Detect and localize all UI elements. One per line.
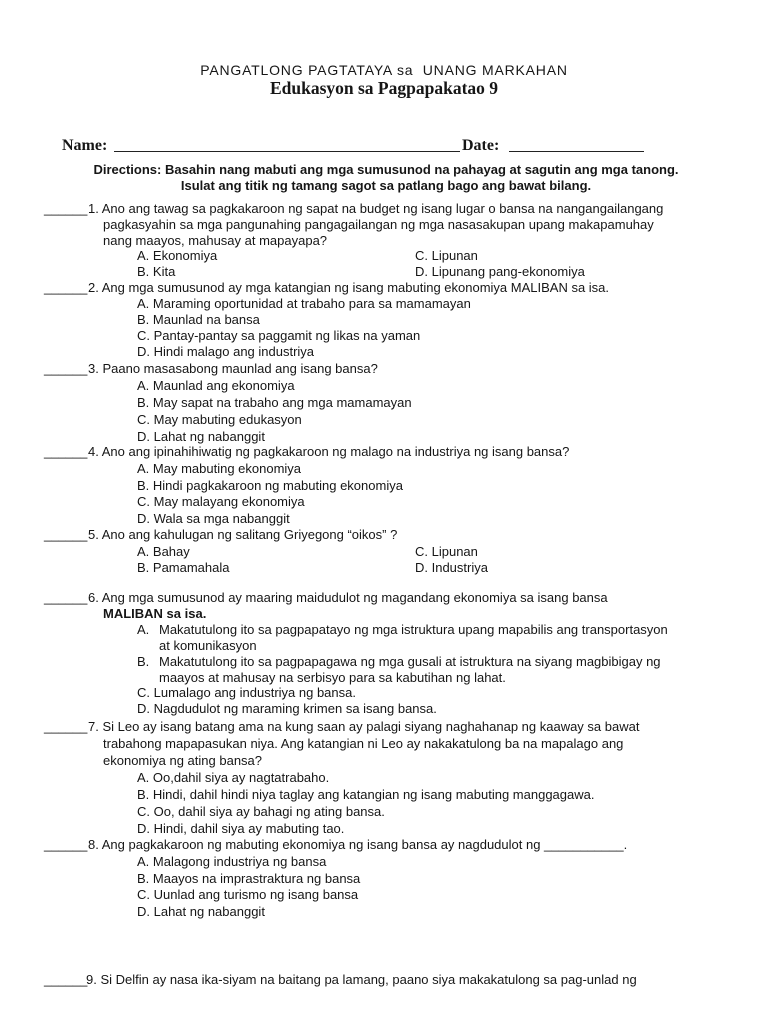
option-a: A. May mabuting ekonomiya xyxy=(137,460,302,476)
question-stem-line xyxy=(44,718,639,735)
option-a xyxy=(44,622,668,638)
option-b: B. May sapat na trabaho ang mga mamamayan xyxy=(137,395,412,410)
option-c: C. Lipunan xyxy=(415,248,478,264)
directions-line-2: Isulat ang titik ng tamang sagot sa patlang bago ang bawat bilang. xyxy=(180,178,592,193)
option-d: D. Lipunang pang-ekonomiya xyxy=(415,264,585,280)
question-3 xyxy=(44,360,412,445)
option-c: C. May mabuting edukasyon xyxy=(137,412,302,427)
question-text: 5. Ano ang kahulugan ng salitang Griyegong “oikos” ? xyxy=(88,527,398,542)
question-stem-line xyxy=(44,444,569,461)
question-text: 6. Ang mga sumusunod ay maaring maidudulot ng magandang ekonomiya sa isang bansa xyxy=(88,590,608,605)
question-1 xyxy=(44,201,663,280)
question-7 xyxy=(44,718,639,837)
answer-blank[interactable]: ______ xyxy=(44,719,88,734)
name-field[interactable] xyxy=(114,137,460,152)
question-6 xyxy=(44,590,668,717)
answer-blank[interactable]: ______ xyxy=(44,527,88,542)
question-4 xyxy=(44,444,569,528)
option-c: C. Pantay-pantay sa paggamit ng likas na yaman xyxy=(137,328,421,343)
question-5 xyxy=(44,527,488,577)
option-row xyxy=(44,543,478,561)
question-text: 3. Paano masasabong maunlad ang isang bansa? xyxy=(88,361,378,376)
question-stem-line xyxy=(44,590,668,606)
option-text-continued: at komunikasyon xyxy=(159,637,257,653)
question-stem-line xyxy=(44,527,397,544)
option-letter: A. xyxy=(137,621,150,637)
date-label: Date: xyxy=(462,137,500,154)
question-text: 9. Si Delfin ay nasa ika-siyam na baitang pa lamang, paano siya makakatulong sa pag-unlad ng xyxy=(86,972,637,987)
option-b: B. Maunlad na bansa xyxy=(137,312,260,327)
option-a: A. Maraming oportunidad at trabaho para sa mamamayan xyxy=(137,296,471,311)
option-letter: B. xyxy=(137,653,150,669)
option-text: Makatutulong ito sa pagpapatayo ng mga istruktura upang mapabilis ang transportasyon xyxy=(159,621,668,637)
quiz-title: PANGATLONG PAGTATAYA sa UNANG MARKAHAN xyxy=(200,62,568,78)
option-b: B. Kita xyxy=(137,264,176,280)
answer-blank[interactable]: ______ xyxy=(44,972,88,987)
question-stem-line xyxy=(44,972,637,988)
option-row xyxy=(44,560,488,577)
option-c: C. May malayang ekonomiya xyxy=(137,494,305,510)
option-b: B. Hindi pagkakaroon ng mabuting ekonomiya xyxy=(137,477,403,493)
question-text: 2. Ang mga sumusunod ay mga katangian ng isang mabuting ekonomiya MALIBAN sa isa. xyxy=(88,280,610,295)
option-a: A. Maunlad ang ekonomiya xyxy=(137,378,295,393)
option-c: C. Oo, dahil siya ay bahagi ng ating bansa. xyxy=(137,804,385,819)
answer-blank[interactable]: ______ xyxy=(44,837,88,852)
option-a: A. Oo,dahil siya ay nagtatrabaho. xyxy=(137,770,330,785)
option-b: B. Maayos na imprastraktura ng bansa xyxy=(137,870,361,886)
option-d: D. Lahat ng nabanggit xyxy=(137,904,265,919)
question-8 xyxy=(44,837,627,921)
option-b: B. Hindi, dahil hindi niya taglay ang katangian ng isang mabuting manggagawa. xyxy=(137,787,595,802)
question-text: 4. Ano ang ipinahihiwatig ng pagkakaroon ng malago na industriya ng isang bansa? xyxy=(88,444,570,459)
answer-blank[interactable]: ______ xyxy=(44,280,88,295)
question-9 xyxy=(44,972,637,988)
answer-blank[interactable]: ______ xyxy=(44,444,88,459)
option-text-continued: maayos at mahusay na serbisyo para sa kabutihan ng lahat. xyxy=(159,669,506,685)
answer-blank[interactable]: ______ xyxy=(44,590,88,605)
question-text: 1. Ano ang tawag sa pagkakaroon ng sapat na budget ng isang lugar o bansa na nangangailangang xyxy=(88,201,664,216)
option-d: D. Nagdudulot ng maraming krimen sa isang bansa. xyxy=(137,701,437,717)
option-a: A. Malagong industriya ng bansa xyxy=(137,853,327,869)
directions-line-1: Directions: Basahin nang mabuti ang mga sumusunod na pahayag at sagutin ang mga tanong. xyxy=(93,162,679,177)
question-2 xyxy=(44,280,609,360)
question-stem-line: MALIBAN sa isa. xyxy=(103,605,207,621)
question-stem-line: pagkasyahin sa mga pangunahing pangagailangan ng mga nasasakupan upang makapamuhay xyxy=(103,216,654,232)
option-a: A. Ekonomiya xyxy=(137,248,218,264)
option-c: C. Lipunan xyxy=(415,543,478,559)
option-b xyxy=(44,654,668,670)
date-field[interactable] xyxy=(509,137,644,152)
option-row xyxy=(44,248,663,264)
option-a: A. Bahay xyxy=(137,543,190,559)
option-d: D. Lahat ng nabanggit xyxy=(137,429,265,444)
question-text: 8. Ang pagkakaroon ng mabuting ekonomiya ng isang bansa ay nagdudulot ng ___________. xyxy=(88,837,628,852)
option-d: D. Hindi, dahil siya ay mabuting tao. xyxy=(137,821,345,836)
option-row xyxy=(44,264,663,280)
question-stem-line xyxy=(44,201,663,217)
answer-blank[interactable]: ______ xyxy=(44,201,88,216)
name-label: Name: xyxy=(62,137,108,154)
question-stem-line xyxy=(44,280,609,296)
option-d: D. Wala sa mga nabanggit xyxy=(137,511,290,526)
option-text: Makatutulong ito sa pagpapagawa ng mga gusali at istruktura na siyang magbibigay ng xyxy=(159,653,661,669)
option-d: D. Hindi malago ang industriya xyxy=(137,344,315,359)
answer-blank[interactable]: ______ xyxy=(44,361,88,376)
option-c: C. Lumalago ang industriya ng bansa. xyxy=(137,685,356,701)
question-stem-line: ekonomiya ng ating bansa? xyxy=(103,753,263,768)
question-stem-line: trabahong mapapasukan niya. Ang katangian ni Leo ay nakakatulong ba na mapalago ang xyxy=(103,736,624,751)
option-c: C. Uunlad ang turismo ng isang bansa xyxy=(137,887,359,903)
option-b: B. Pamamahala xyxy=(137,560,230,575)
question-stem-line xyxy=(44,360,412,377)
question-stem-line: nang maayos, mahusay at mapayapa? xyxy=(103,232,328,248)
question-stem-line xyxy=(44,837,627,854)
subject-title: Edukasyon sa Pagpapakatao 9 xyxy=(269,78,499,98)
question-text: 7. Si Leo ay isang batang ama na kung saan ay palagi siyang naghahanap ng kaaway sa bawat xyxy=(88,719,640,734)
option-d: D. Industriya xyxy=(415,560,488,575)
